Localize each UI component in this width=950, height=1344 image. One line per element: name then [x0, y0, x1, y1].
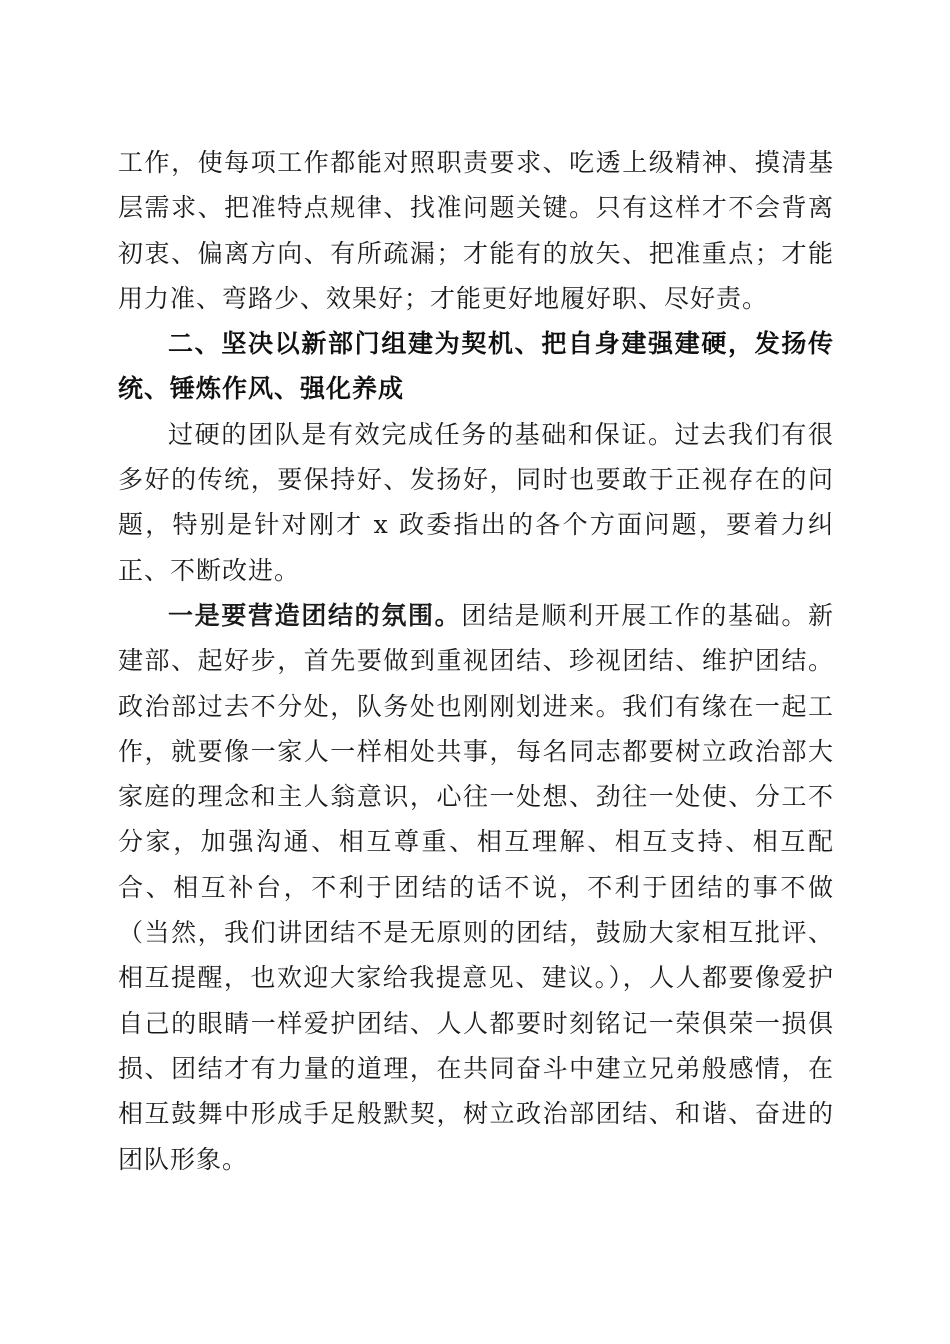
paragraph-unity: [118, 593, 834, 1182]
paragraph-continuation: 工作，使每项工作都能对照职责要求、吃透上级精神、摸清基层需求、把准特点规律、找准问题关键。只有这样才不会背离初衷、偏离方向、有所疏漏；才能有的放矢、把准重点；才能用力准、弯路少、效果好；才能更好地履好职、尽好责。: [118, 148, 834, 313]
paragraph-team-foundation: 过硬的团队是有效完成任务的基础和保证。过去我们有很多好的传统，要保持好、发扬好，同时也要敢于正视存在的问题，特别是针对刚才 x 政委指出的各个方面问题，要着力纠正、不断改进。: [118, 419, 834, 585]
paragraph-lead-phrase: 一是要营造团结的氛围。: [168, 600, 462, 630]
document-body: [118, 140, 834, 1182]
section-heading: 二、坚决以新部门组建为契机、把自身建强建硬，发扬传统、锤炼作风、强化养成: [118, 329, 834, 404]
paragraph-unity-text: 团结是顺利开展工作的基础。新建部、起好步，首先要做到重视团结、珍视团结、维护团结。政治部过去不分处，队务处也刚刚划进来。我们有缘在一起工作，就要像一家人一样相处共事，每名同志都要树立政治部大家庭的理念和主人翁意识，心往一处想、劲往一处使、分工不分家，加强沟通、相互尊重、相互理解、相互支持、相互配合、相互补台，不利于团结的话不说，不利于团结的事不做（当然，我们讲团结不是无原则的团结，鼓励大家相互批评、相互提醒，也欢迎大家给我提意见、建议。），人人都要像爱护自己的眼睛一样爱护团结、人人都要时刻铭记一荣俱荣一损俱损、团结才有力量的道理，在共同奋斗中建立兄弟般感情，在相互鼓舞中形成手足般默契，树立政治部团结、和谐、奋进的团队形象。: [118, 600, 834, 1174]
